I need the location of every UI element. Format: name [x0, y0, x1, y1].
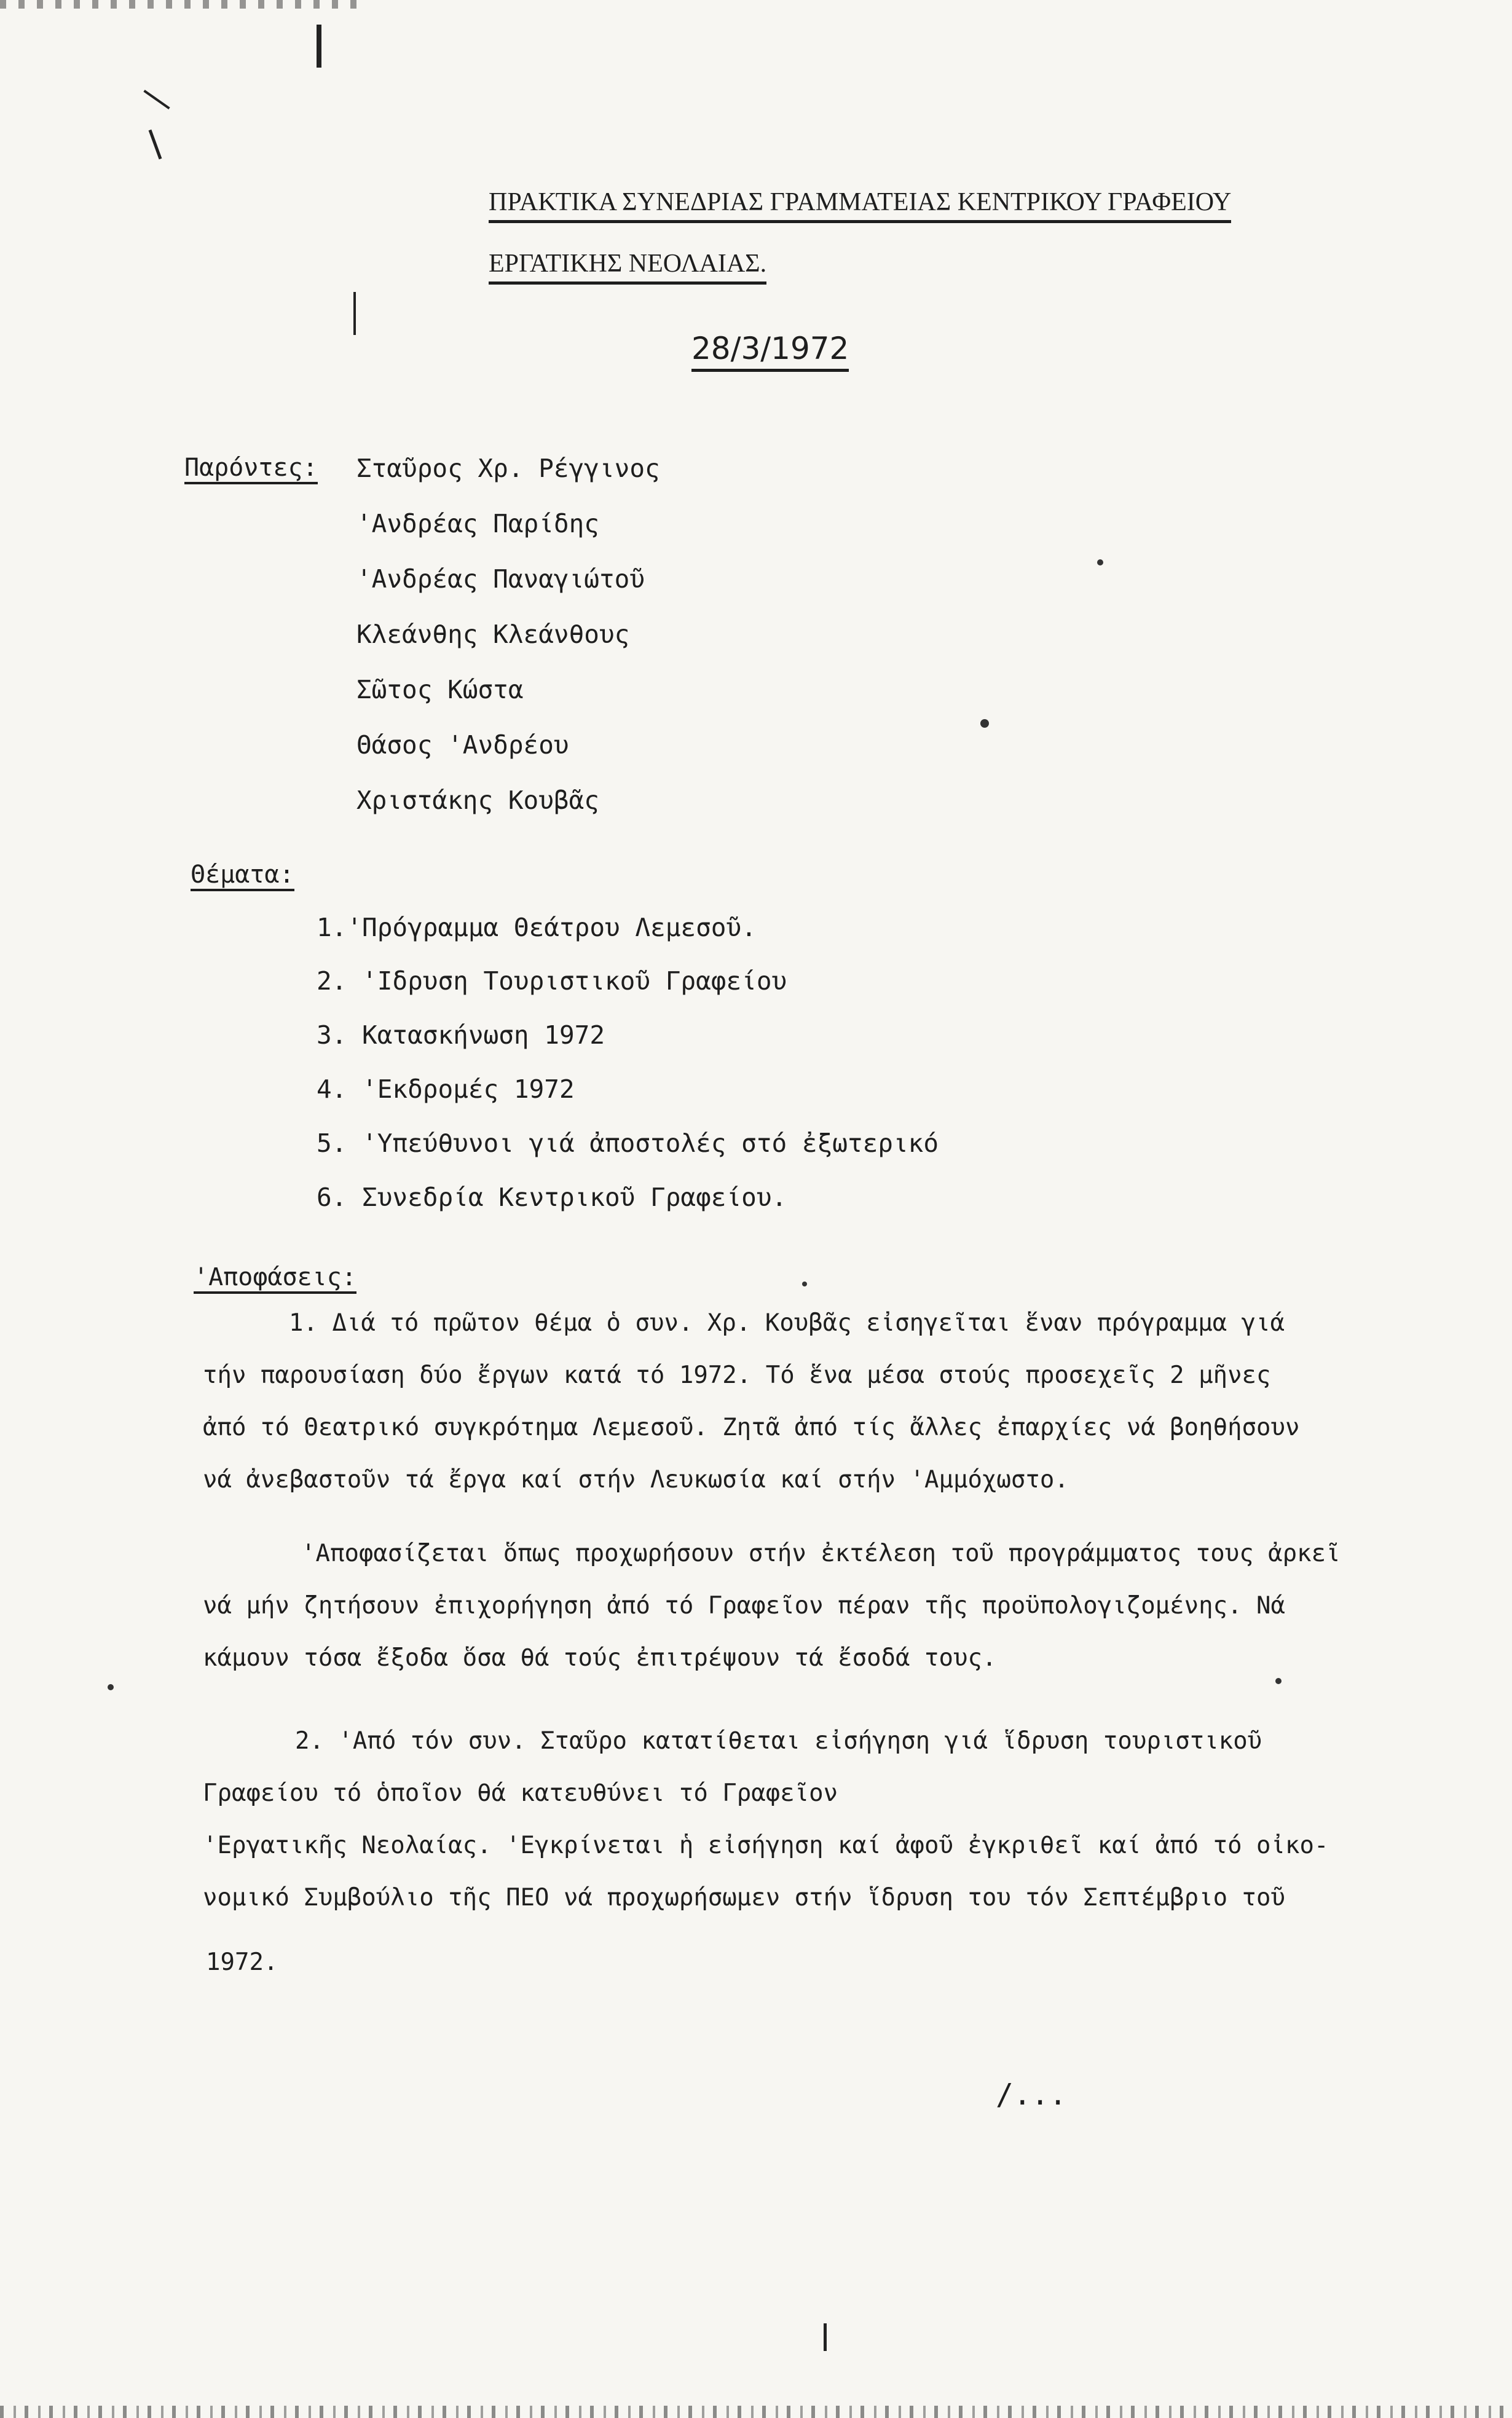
title-text-1: ΠΡΑΚΤΙΚΑ ΣΥΝΕΔΡΙΑΣ ΓΡΑΜΜΑΤΕΙΑΣ ΚΕΝΤΡΙΚΟΥ ΓΡΑΦΕΙΟΥ [489, 188, 1231, 223]
attendee-name: Θάσος 'Ανδρέου [356, 730, 569, 760]
attendee-name: 'Ανδρέας Παναγιώτοῦ [356, 564, 645, 594]
scan-edge-top [0, 0, 369, 9]
decision-line: ἀπό τό Θεατρικό συγκρότημα Λεμεσοῦ. Ζητᾶ ἀπό τίς ἄλλες ἐπαρχίες νά βοηθήσουν [203, 1414, 1300, 1441]
attendees-label-text: Παρόντες: [184, 454, 318, 484]
topic-item: 5. 'Υπεύθυνοι γιά ἀποστολές στό ἐξωτερικό [317, 1128, 939, 1158]
attendee-name: 'Ανδρέας Παρίδης [356, 509, 599, 538]
decision-line: 'Εργατικῆς Νεολαίας. 'Εγκρίνεται ἡ εἰσήγηση καί ἀφοῦ ἐγκριθεῖ καί ἀπό τό οἰκο- [203, 1832, 1329, 1859]
attendee-name: Σῶτος Κώστα [356, 675, 524, 704]
topics-label [191, 860, 294, 889]
decisions-label [194, 1263, 356, 1291]
attendee-name: Κλεάνθης Κλεάνθους [356, 620, 630, 649]
scan-speck [108, 1684, 114, 1690]
decision-line: νά ἀνεβαστοῦν τά ἔργα καί στήν Λευκωσία καί στήν 'Αμμόχωστο. [203, 1466, 1069, 1494]
title-text-2: ΕΡΓΑΤΙΚΗΣ ΝΕΟΛΑΙΑΣ. [489, 250, 766, 285]
scan-mark [317, 25, 321, 68]
attendees-label [184, 454, 318, 482]
document-title-line-1 [489, 187, 1231, 217]
scan-mark [353, 292, 356, 335]
decision-line: Γραφείου τό ὁποῖον θά κατευθύνει τό Γραφεῖον [203, 1779, 838, 1807]
decision-line: κάμουν τόσα ἔξοδα ὅσα θά τούς ἐπιτρέψουν τά ἔσοδά τους. [203, 1644, 997, 1672]
scan-mark [824, 2323, 827, 2351]
continuation-mark: /... [996, 2077, 1067, 2112]
scan-speck [802, 1282, 807, 1286]
topic-item: 6. Συνεδρία Κεντρικοῦ Γραφείου. [317, 1183, 787, 1212]
scan-mark [149, 130, 162, 160]
topic-item: 3. Κατασκήνωση 1972 [317, 1020, 605, 1050]
decision-line: τήν παρουσίαση δύο ἔργων κατά τό 1972. Τό ἕνα μέσα στούς προσεχεῖς 2 μῆνες [203, 1361, 1271, 1389]
decisions-label-text: 'Αποφάσεις: [194, 1263, 356, 1294]
scan-speck [980, 719, 989, 728]
attendee-name: Χριστάκης Κουβᾶς [356, 786, 599, 815]
scan-mark [143, 90, 170, 109]
attendee-name: Σταῦρος Χρ. Ρέγγινος [356, 454, 660, 483]
topics-label-text: Θέματα: [191, 860, 294, 891]
scan-speck [1275, 1678, 1282, 1684]
scan-edge-bottom [0, 2406, 1512, 2418]
decision-line: νομικό Συμβούλιο τῆς ΠΕΟ νά προχωρήσωμεν στήν ἵδρυση του τόν Σεπτέμβριο τοῦ [203, 1884, 1285, 1912]
decision-line: νά μήν ζητήσουν ἐπιχορήγηση ἀπό τό Γραφεῖον πέραν τῆς προϋπολογιζομένης. Νά [203, 1592, 1285, 1620]
topic-item: 4. 'Εκδρομές 1972 [317, 1074, 575, 1104]
scan-speck [1097, 559, 1103, 565]
document-date: 28/3/1972 [691, 331, 849, 372]
decision-line: 2. 'Από τόν συν. Σταῦρο κατατίθεται εἰσήγηση γιά ἵδρυση τουριστικοῦ [295, 1727, 1262, 1755]
document-title-line-2 [489, 249, 766, 278]
topic-item: 2. 'Ιδρυση Τουριστικοῦ Γραφείου [317, 966, 787, 996]
topic-item: 1.'Πρόγραμμα Θεάτρου Λεμεσοῦ. [317, 913, 757, 942]
decision-line: 1972. [206, 1948, 278, 1976]
decision-line: 1. Διά τό πρῶτον θέμα ὁ συν. Χρ. Κουβᾶς εἰσηγεῖται ἕναν πρόγραμμα γιά [289, 1309, 1285, 1337]
decision-line: 'Αποφασίζεται ὅπως προχωρήσουν στήν ἐκτέλεση τοῦ προγράμματος τους ἀρκεῖ [301, 1540, 1341, 1567]
